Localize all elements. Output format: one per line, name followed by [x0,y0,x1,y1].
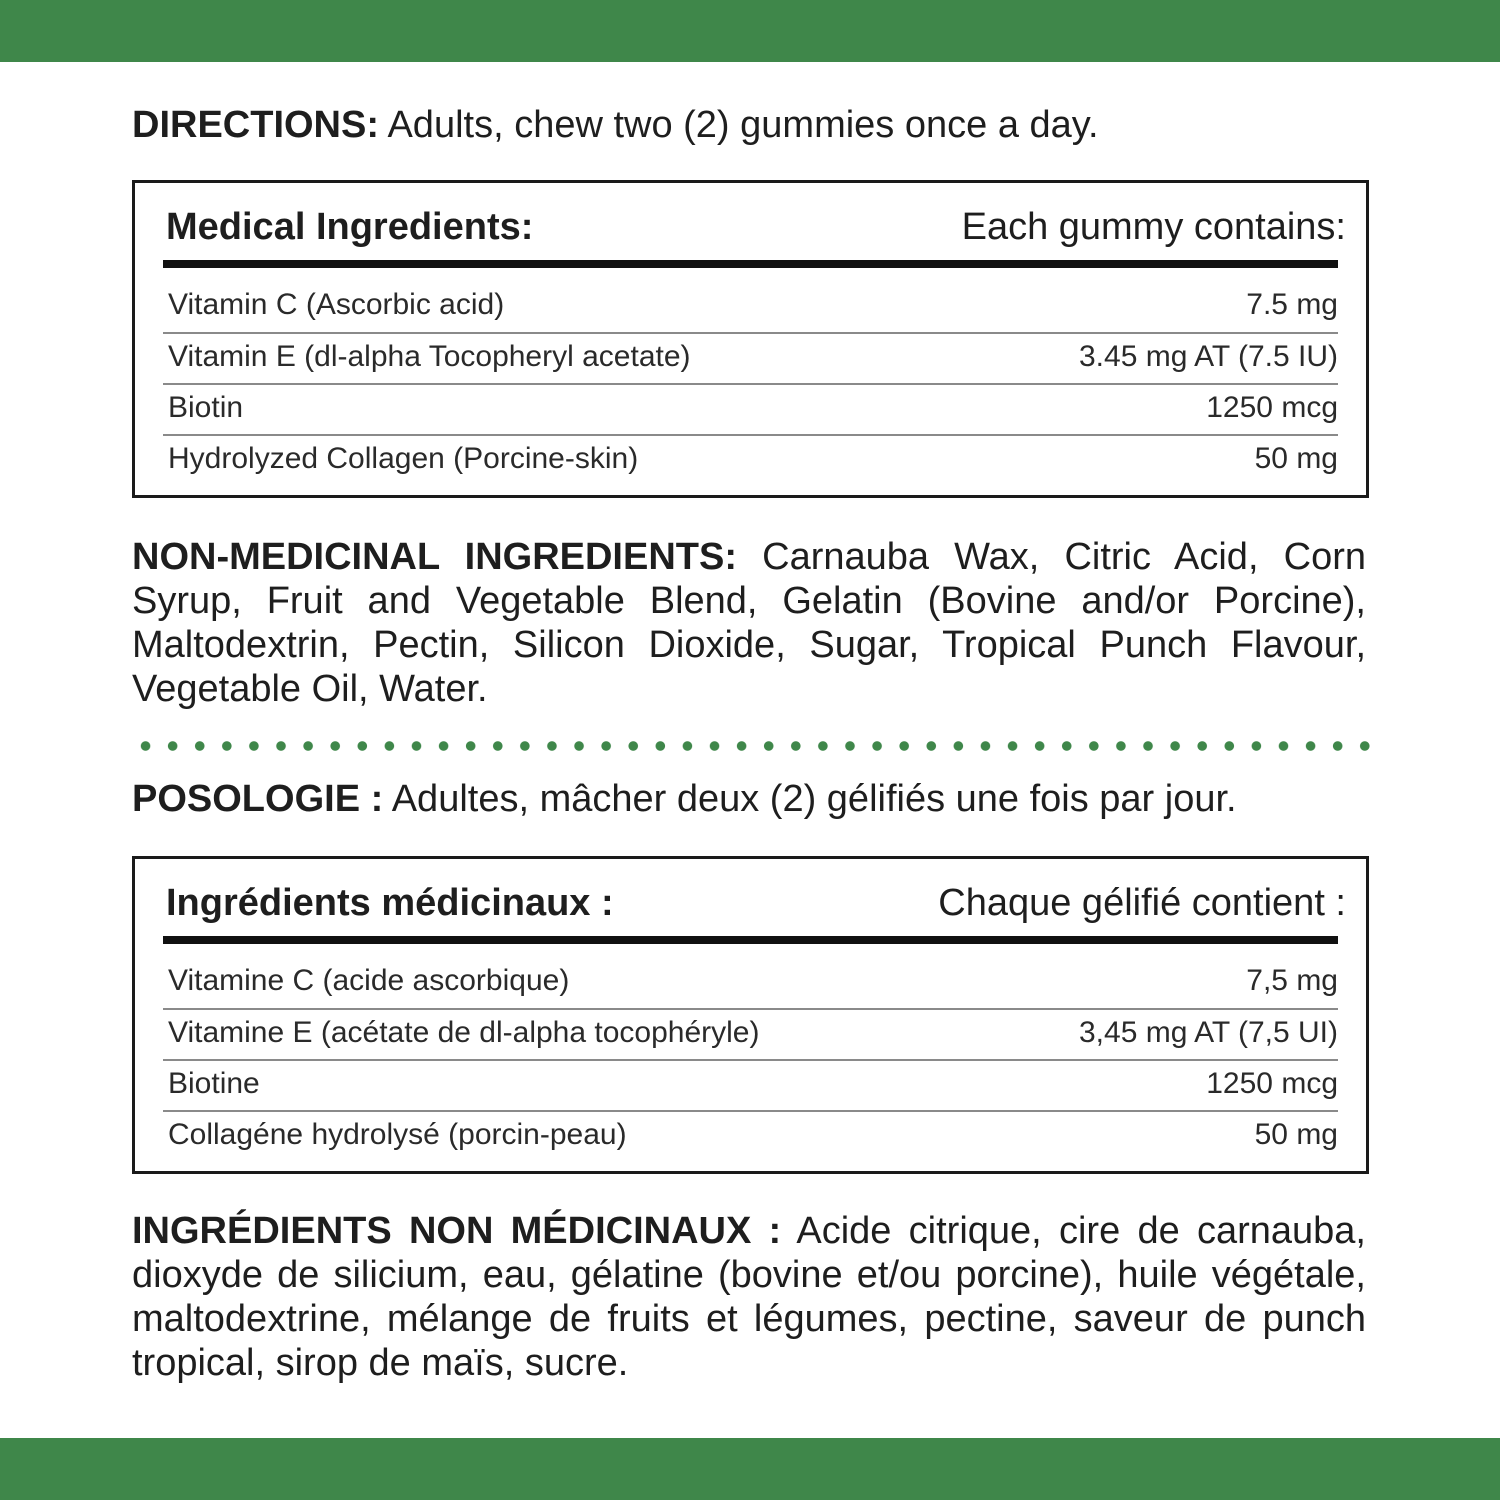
table-header-rule-en [163,260,1338,268]
table-row [163,281,1338,332]
table-row [163,383,1338,434]
directions-fr [132,777,1237,821]
table-row [163,1110,1338,1161]
ingredient-amount: 7,5 mg [1246,963,1338,997]
non-medicinal-ingredients-en [132,535,1366,711]
non-medicinal-fr-text: Acide citrique, cire de carnauba, dioxyde de silicium, eau, gélatine (bovine et/ou porcine), huile végétale, maltodextrine, mélange de fruits et légumes, pectine, saveur de punch tropical, sirop de maïs, sucre. [132,1210,1366,1384]
ingredient-name: Collagéne hydrolysé (porcin-peau) [168,1117,627,1151]
table-row [163,957,1338,1008]
ingredient-name: Hydrolyzed Collagen (Porcine-skin) [168,441,639,475]
top-green-band [0,0,1500,62]
table-header-rule-fr [163,936,1338,944]
ingredient-name: Vitamin E (dl-alpha Tocopheryl acetate) [168,339,691,373]
table-rows-fr [163,957,1338,1161]
ingredient-amount: 1250 mcg [1206,1066,1338,1100]
table-title-en: Medical Ingredients: [166,205,534,248]
ingredient-amount: 50 mg [1254,1117,1338,1151]
table-row [163,1059,1338,1110]
ingredient-amount: 50 mg [1254,441,1338,475]
table-per-unit-en: Each gummy contains: [961,205,1346,248]
table-row [163,434,1338,485]
ingredient-name: Biotine [168,1066,260,1100]
ingredient-amount: 3.45 mg AT (7.5 IU) [1079,339,1338,373]
table-row [163,332,1338,383]
ingredient-name: Vitamin C (Ascorbic acid) [168,287,505,321]
dotted-divider [132,740,1370,752]
bottom-green-band [0,1438,1500,1500]
medical-ingredients-table-fr [132,856,1369,1174]
directions-fr-label: POSOLOGIE : [132,778,384,820]
ingredient-name: Biotin [168,390,244,424]
table-rows-en [163,281,1338,485]
ingredient-name: Vitamine E (acétate de dl-alpha tocophéryle) [168,1015,760,1049]
medical-ingredients-table-en [132,180,1369,498]
ingredient-amount: 1250 mcg [1206,390,1338,424]
directions-fr-text: Adultes, mâcher deux (2) gélifiés une fois par jour. [383,778,1237,820]
ingredient-name: Vitamine C (acide ascorbique) [168,963,570,997]
directions-en [132,103,1099,147]
table-per-unit-fr: Chaque gélifié contient : [938,881,1346,924]
ingredient-amount: 3,45 mg AT (7,5 UI) [1079,1015,1338,1049]
non-medicinal-fr-label: INGRÉDIENTS NON MÉDICINAUX : [132,1210,782,1252]
non-medicinal-en-label: NON-MEDICINAL INGREDIENTS: [132,536,737,578]
table-header-fr [166,879,1346,927]
directions-en-text: Adults, chew two (2) gummies once a day. [379,104,1099,146]
directions-en-label: DIRECTIONS: [132,104,379,146]
table-row [163,1008,1338,1059]
non-medicinal-ingredients-fr [132,1209,1366,1385]
ingredient-amount: 7.5 mg [1246,287,1338,321]
table-header-en [166,203,1346,251]
non-medicinal-en-text: Carnauba Wax, Citric Acid, Corn Syrup, Fruit and Vegetable Blend, Gelatin (Bovine and/or Porcine), Maltodextrin, Pectin, Silicon Dioxide, Sugar, Tropical Punch Flavour, Vegetable Oil, Water. [132,536,1366,710]
table-title-fr: Ingrédients médicinaux : [166,881,614,924]
